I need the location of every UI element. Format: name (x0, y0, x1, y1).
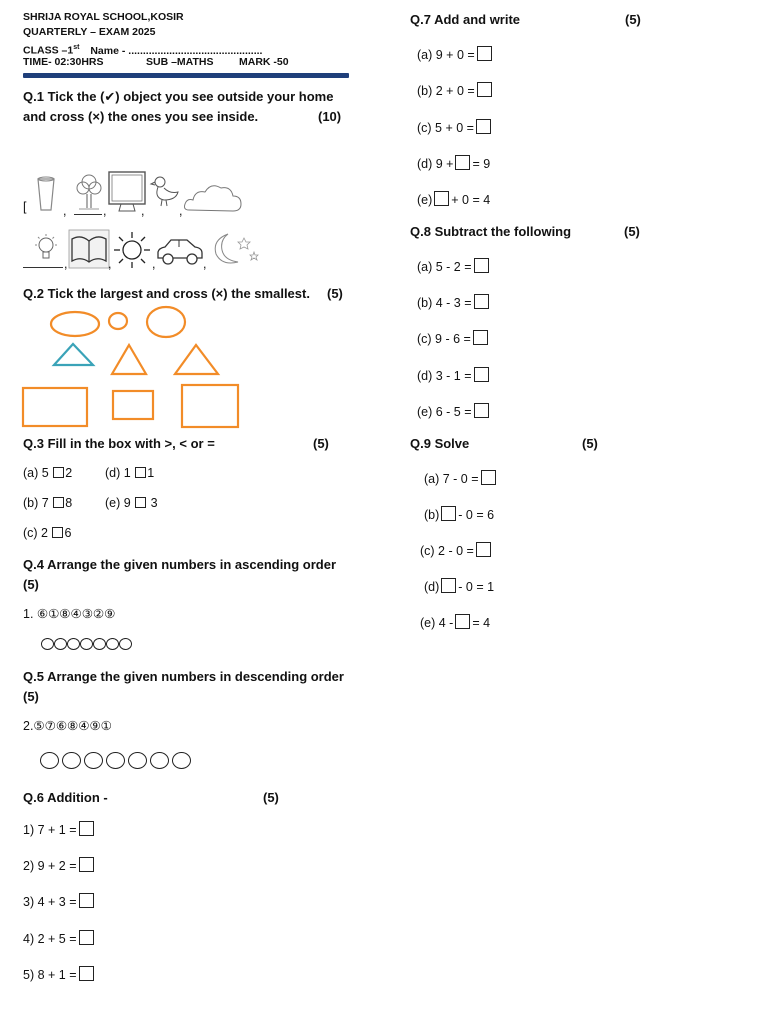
q1-sep: , (108, 257, 112, 271)
cloud-icon (183, 180, 243, 216)
answer-circle[interactable] (40, 752, 59, 769)
q1-sep: , (203, 257, 207, 271)
tree-icon (74, 172, 104, 214)
q8-item: (d) 3 - 1 = (417, 367, 491, 383)
header-rule (23, 73, 349, 78)
answer-circle[interactable] (119, 638, 132, 650)
glass-icon (34, 176, 58, 214)
q6-item: 5) 8 + 1 = (23, 966, 96, 982)
q6-title: Q.6 Addition - (23, 790, 108, 805)
answer-box[interactable] (474, 294, 489, 309)
q4-answer-circles (41, 637, 132, 655)
q5-title-line1: Q.5 Arrange the given numbers in descending order (23, 669, 344, 684)
q7-item: (d) 9 + = 9 (417, 157, 491, 171)
answer-circle[interactable] (84, 752, 103, 769)
q9-title: Q.9 Solve (410, 436, 470, 451)
name-field: Name - .............................................. (90, 44, 263, 57)
marks-label: MARK -50 (239, 56, 289, 68)
time-label: TIME- 02:30HRS (23, 56, 104, 68)
answer-box[interactable] (477, 46, 492, 61)
school-name: SHRIJA ROYAL SCHOOL,KOSIR (23, 11, 184, 23)
answer-box[interactable] (434, 191, 449, 206)
q6-item: 2) 9 + 2 = (23, 857, 96, 873)
car-icon (155, 234, 205, 268)
answer-circle[interactable] (150, 752, 169, 769)
q1-sep: , (103, 204, 107, 218)
triangle-large (175, 345, 218, 374)
q9-item: (a) 7 - 0 = (424, 470, 498, 486)
q8-marks: (5) (624, 224, 640, 239)
answer-box[interactable] (53, 467, 64, 478)
q5-sequence: 2.⑤⑦⑥⑧④⑨① (23, 719, 112, 733)
oval-small (109, 313, 127, 329)
q9-marks: (5) (582, 436, 598, 451)
q7-item: (b) 2 + 0 = (417, 82, 494, 98)
answer-circle[interactable] (80, 638, 93, 650)
q1-sep: , (179, 204, 183, 218)
class-sup: st (73, 44, 80, 51)
q8-title: Q.8 Subtract the following (410, 224, 572, 239)
answer-box[interactable] (79, 966, 94, 981)
q1-title-line2: and cross (×) the ones you see inside. (23, 109, 259, 124)
oval-medium (51, 312, 99, 336)
bulb-icon (30, 232, 62, 266)
answer-box[interactable] (135, 497, 146, 508)
q9-item: (b) - 0 = 6 (424, 508, 495, 522)
q2-marks: (5) (327, 286, 343, 301)
q3-item-a: (a) 5 2 (23, 466, 73, 480)
answer-slot[interactable] (23, 267, 63, 268)
square-large (182, 385, 238, 427)
q1-bracket: [ (23, 200, 27, 214)
q3-title: Q.3 Fill in the box with >, < or = (23, 436, 215, 451)
answer-box[interactable] (53, 497, 64, 508)
answer-box[interactable] (473, 330, 488, 345)
answer-circle[interactable] (67, 638, 80, 650)
q9-item: (c) 2 - 0 = (420, 542, 493, 558)
q6-item: 1) 7 + 1 = (23, 821, 96, 837)
answer-box[interactable] (455, 155, 470, 170)
answer-box[interactable] (441, 506, 456, 521)
triangle-teal (54, 344, 93, 365)
answer-slot[interactable] (74, 214, 102, 215)
q5-answer-circles (40, 752, 194, 774)
answer-box[interactable] (474, 367, 489, 382)
q9-item: (e) 4 - = 4 (420, 616, 491, 630)
answer-box[interactable] (477, 82, 492, 97)
answer-box[interactable] (474, 258, 489, 273)
answer-circle[interactable] (62, 752, 81, 769)
q1-sep: , (63, 204, 67, 218)
q4-title-line2: (5) (23, 577, 39, 592)
exam-title: QUARTERLY – EXAM 2025 (23, 26, 156, 38)
q7-item: (e) + 0 = 4 (417, 193, 491, 207)
book-icon (68, 229, 110, 269)
answer-box[interactable] (476, 119, 491, 134)
triangle-medium (112, 345, 146, 374)
answer-circle[interactable] (172, 752, 191, 769)
q1-marks: (10) (318, 109, 342, 124)
q8-item: (e) 6 - 5 = (417, 403, 491, 419)
answer-box[interactable] (135, 467, 146, 478)
answer-circle[interactable] (54, 638, 67, 650)
q6-item: 4) 2 + 5 = (23, 930, 96, 946)
answer-box[interactable] (476, 542, 491, 557)
moon-stars-icon (206, 230, 262, 268)
q2-title: Q.2 Tick the largest and cross (×) the smallest. (23, 286, 310, 301)
q4-title-line1: Q.4 Arrange the given numbers in ascending order (23, 557, 337, 572)
q5-title-line2: (5) (23, 689, 39, 704)
q6-marks: (5) (263, 790, 279, 805)
answer-box[interactable] (79, 821, 94, 836)
answer-box[interactable] (79, 930, 94, 945)
answer-box[interactable] (441, 578, 456, 593)
answer-box[interactable] (474, 403, 489, 418)
q4-sequence: 1. ⑥①⑧④③②⑨ (23, 607, 116, 621)
class-label: CLASS –1 (23, 44, 74, 57)
q6-item: 3) 4 + 3 = (23, 893, 96, 909)
q2-shapes (20, 305, 244, 431)
q3-item-c: (c) 2 6 (23, 526, 72, 540)
q7-title: Q.7 Add and write (410, 12, 521, 27)
subject-label: SUB –MATHS (146, 56, 214, 68)
answer-box[interactable] (455, 614, 470, 629)
answer-box[interactable] (52, 527, 63, 538)
q8-item: (c) 9 - 6 = (417, 330, 490, 346)
q8-item: (b) 4 - 3 = (417, 294, 491, 310)
q1-sep: , (152, 257, 156, 271)
q3-item-e: (e) 9 3 (105, 496, 158, 510)
q7-item: (a) 9 + 0 = (417, 46, 494, 62)
answer-circle[interactable] (106, 752, 125, 769)
q3-marks: (5) (313, 436, 329, 451)
q7-marks: (5) (625, 12, 641, 27)
answer-box[interactable] (481, 470, 496, 485)
q3-item-b: (b) 7 8 (23, 496, 73, 510)
q9-item: (d) - 0 = 1 (424, 580, 495, 594)
answer-circle[interactable] (41, 638, 54, 650)
sun-icon (112, 230, 152, 270)
answer-circle[interactable] (93, 638, 106, 650)
bird-icon (148, 174, 180, 208)
answer-box[interactable] (79, 857, 94, 872)
q3-item-d: (d) 1 1 (105, 466, 155, 480)
answer-box[interactable] (79, 893, 94, 908)
q7-item: (c) 5 + 0 = (417, 119, 493, 135)
answer-circle[interactable] (128, 752, 147, 769)
q1-title-line1: Q.1 Tick the (✔) object you see outside your home (23, 89, 334, 104)
oval-large (147, 307, 185, 337)
answer-circle[interactable] (106, 638, 119, 650)
rect-small (113, 391, 153, 419)
rect-large (23, 388, 87, 426)
q1-sep: , (64, 257, 68, 271)
q8-item: (a) 5 - 2 = (417, 258, 491, 274)
q1-sep: , (141, 204, 145, 218)
